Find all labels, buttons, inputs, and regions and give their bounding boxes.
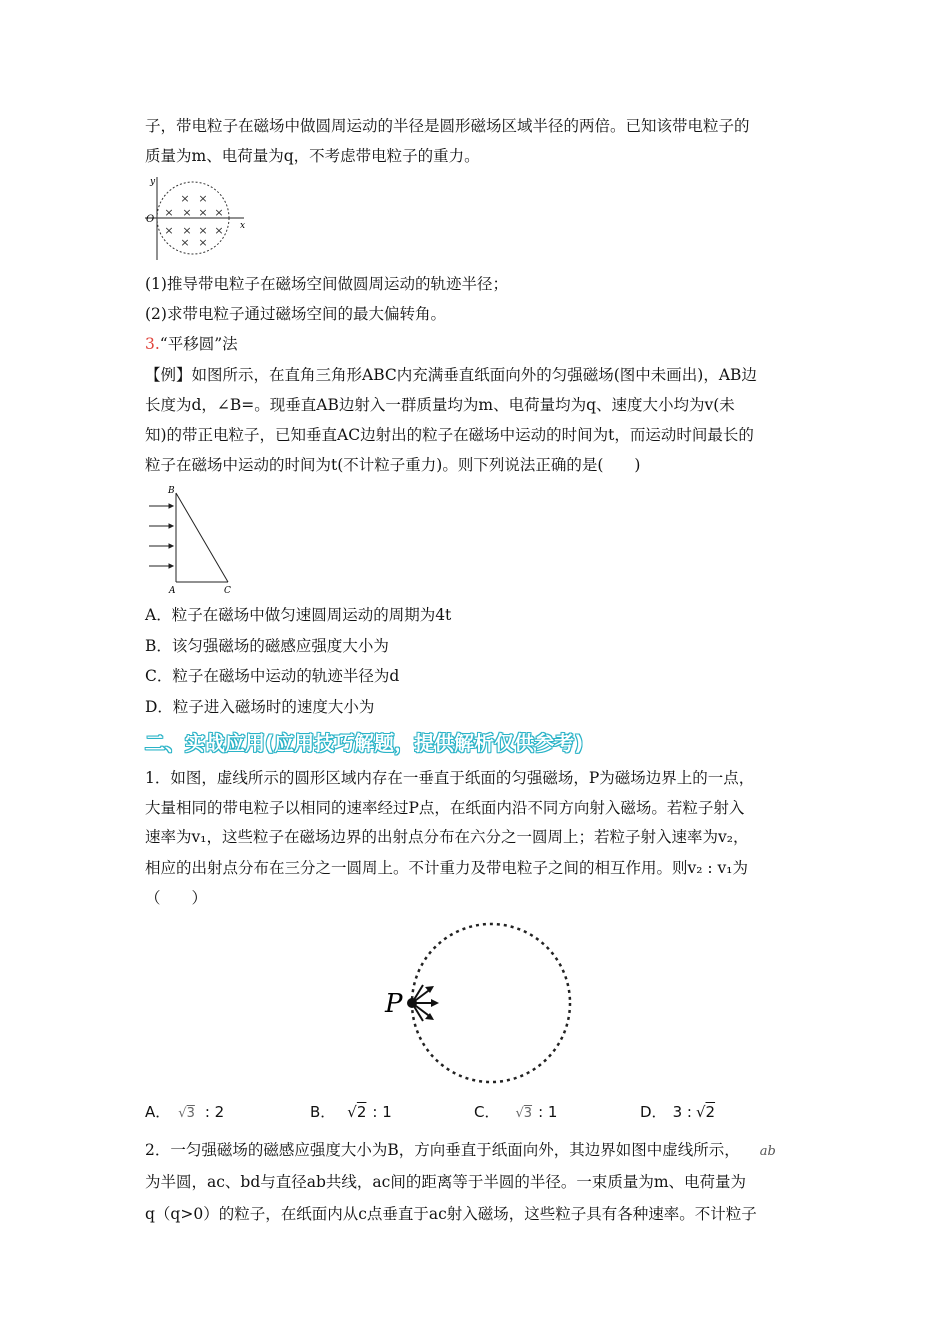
- svg-text:×: ×: [214, 224, 224, 237]
- problem-1-line: 1．如图，虚线所示的圆形区域内存在一垂直于纸面的匀强磁场，P为磁场边界上的一点，: [145, 769, 755, 787]
- choice-b: B． √2 : 1: [310, 1103, 392, 1121]
- figure-triangle: [145, 484, 245, 596]
- vertex-a-label: A: [169, 586, 176, 596]
- problem-1-line: 大量相同的带电粒子以相同的速率经过P点，在纸面内沿不同方向射入磁场。若粒子射入: [145, 799, 745, 817]
- option-c: C．粒子在磁场中运动的轨迹半径为d: [145, 667, 400, 685]
- svg-text:×: ×: [182, 206, 192, 219]
- problem-2-line: q（q>0）的粒子，在纸面内从c点垂直于ac射入磁场，这些粒子具有各种速率。不计粒子: [145, 1205, 757, 1223]
- problem-2-line: 2．一匀强磁场的磁感应强度大小为B，方向垂直于纸面向外，其边界如图中虚线所示， ab: [145, 1141, 776, 1159]
- sqrt-3: √3: [178, 1106, 195, 1121]
- axis-y-label: y: [150, 177, 156, 187]
- figure-circle-p: [380, 920, 580, 1090]
- svg-text:×: ×: [180, 236, 190, 249]
- heading-text: “平移圆”法: [159, 335, 238, 353]
- example-line: 知)的带正电粒子，已知垂直AC边射出的粒子在磁场中运动的时间为t，而运动时间最长的: [145, 426, 754, 444]
- point-p-label: P: [385, 989, 403, 1019]
- section-heading: 二、实战应用(应用技巧解题，提供解析仅供参考): [145, 731, 584, 755]
- vertex-c-label: C: [224, 586, 231, 596]
- svg-text:×: ×: [180, 192, 190, 205]
- svg-text:×: ×: [198, 192, 208, 205]
- problem-1-line: 速率为v₁，这些粒子在磁场边界的出射点分布在六分之一圆周上；若粒子射入速率为v₂，: [145, 828, 749, 846]
- choice-d: D． 3 : √2: [640, 1103, 716, 1121]
- arc-ab: ab: [759, 1144, 776, 1159]
- example-line: 长度为d，∠B=。现垂直AB边射入一群质量均为m、电荷量均为q、速度大小均为v(未: [145, 396, 735, 414]
- svg-text:×: ×: [182, 224, 192, 237]
- svg-text:×: ×: [198, 224, 208, 237]
- problem-1-line: 相应的出射点分布在三分之一圆周上。不计重力及带电粒子之间的相互作用。则v₂ : v₁为: [145, 859, 749, 877]
- sqrt-3: √3: [515, 1106, 533, 1121]
- svg-text:×: ×: [198, 206, 208, 219]
- sqrt-2: √2: [695, 1103, 716, 1121]
- sqrt-2: √2: [347, 1103, 367, 1121]
- axis-x-label: x: [240, 221, 246, 231]
- question-2: (2)求带电粒子通过磁场空间的最大偏转角。: [145, 305, 446, 323]
- choice-c: C． √3 : 1: [474, 1103, 558, 1121]
- paragraph-line: 质量为m、电荷量为q，不考虑带电粒子的重力。: [145, 147, 480, 165]
- example-line: 【例】如图所示，在直角三角形ABC内充满垂直纸面向外的匀强磁场(图中未画出)，AB边: [145, 366, 757, 384]
- example-line: 粒子在磁场中运动的时间为t(不计粒子重力)。则下列说法正确的是( ): [145, 456, 641, 474]
- paragraph-line: 子，带电粒子在磁场中做圆周运动的半径是圆形磁场区域半径的两倍。已知该带电粒子的: [145, 117, 750, 135]
- heading-3: [145, 333, 238, 355]
- option-a: A．粒子在磁场中做匀速圆周运动的周期为4t: [145, 606, 452, 624]
- question-1: (1)推导带电粒子在磁场空间做圆周运动的轨迹半径；: [145, 275, 508, 293]
- vertex-b-label: B: [168, 486, 175, 496]
- origin-label: O: [146, 214, 155, 225]
- svg-text:×: ×: [164, 224, 174, 237]
- figure-circle-field: [140, 172, 252, 262]
- problem-2-line: 为半圆，ac、bd与直径ab共线，ac间的距离等于半圆的半径。一束质量为m、电荷量为: [145, 1173, 747, 1191]
- heading-number: 3.: [145, 335, 160, 353]
- choice-a: A． √3 : 2: [145, 1103, 225, 1121]
- svg-text:×: ×: [214, 206, 224, 219]
- option-d: D．粒子进入磁场时的速度大小为: [145, 698, 375, 716]
- svg-text:×: ×: [198, 236, 208, 249]
- svg-text:×: ×: [164, 206, 174, 219]
- problem-1-line: （ ）: [145, 889, 208, 907]
- option-b: B．该匀强磁场的磁感应强度大小为: [145, 637, 389, 655]
